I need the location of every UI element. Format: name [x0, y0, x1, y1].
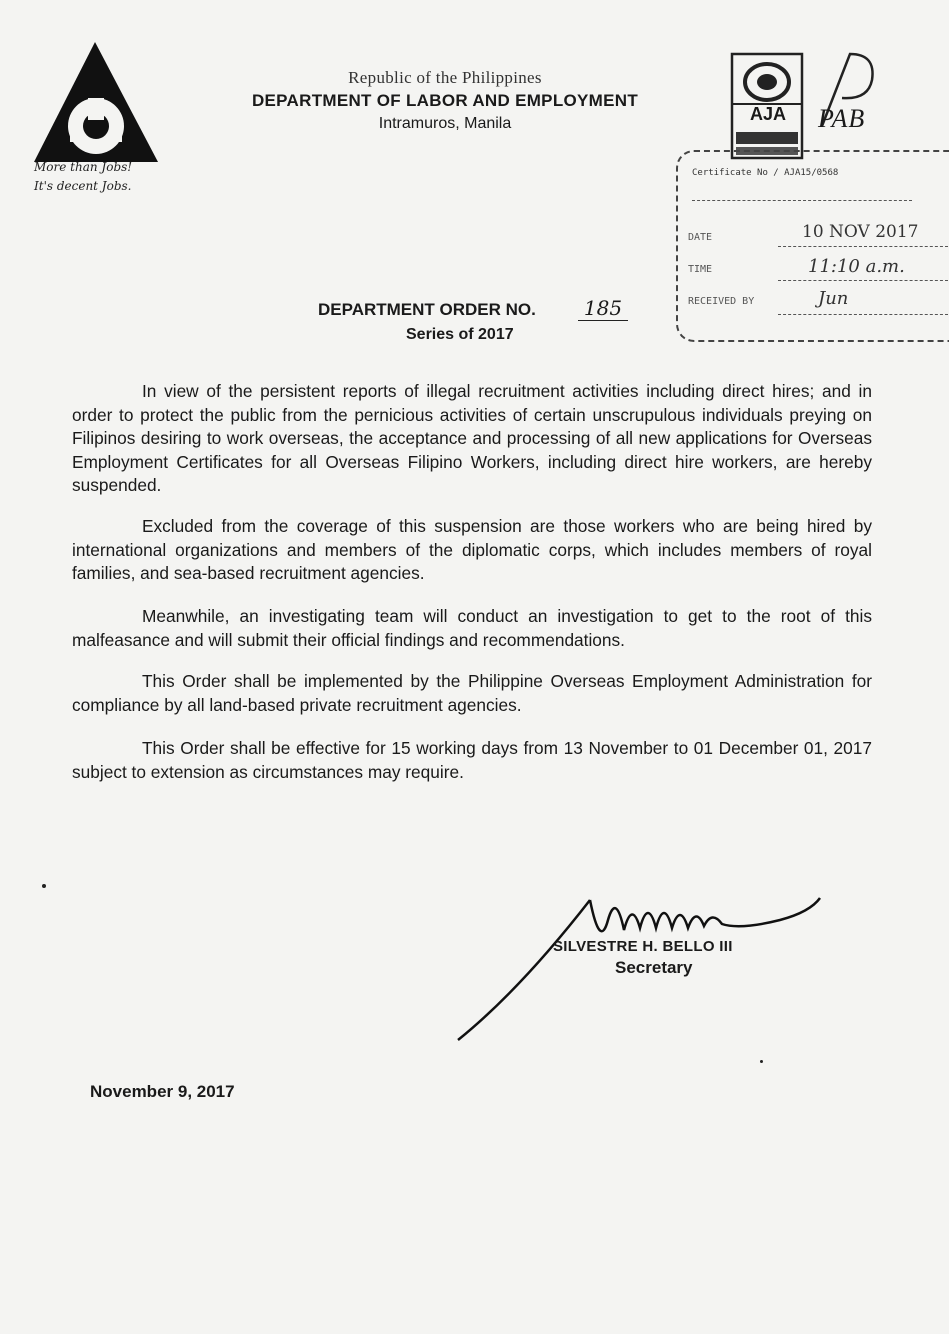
paragraph-effectivity: This Order shall be effective for 15 working days from 13 November to 01 December 01, 2017 subject to extension as circumstances may require. — [72, 738, 872, 782]
order-title: DEPARTMENT ORDER NO. — [318, 300, 536, 319]
stamp-date-underline — [778, 246, 948, 247]
stamp-cert-line: Certificate No / AJA15/0568 — [692, 168, 839, 178]
signatory-title: Secretary — [615, 958, 693, 977]
logo-tagline — [34, 158, 184, 196]
department-name: DEPARTMENT OF LABOR AND EMPLOYMENT — [251, 91, 639, 110]
stamp-received-label: RECEIVED BY — [688, 296, 755, 307]
paragraph-suspension: In view of the persistent reports of illegal recruitment activities including direct hires; and in order to protect the public from the pernicious activities of certain unscrupulous individuals preying on Filipinos desiring to work overseas, the acceptance and processing of all new applications for Overseas Employment Certificates for all Overseas Filipino Workers, including direct hire workers, are hereby suspended. — [72, 381, 872, 495]
department-location: Intramuros, Manila — [378, 115, 512, 132]
received-stamp — [676, 150, 949, 342]
signatory-name: SILVESTRE H. BELLO III — [553, 938, 733, 955]
logo-tagline-line2: It's decent Jobs. — [34, 179, 132, 193]
stamp-date-value: 10 NOV 2017 — [802, 222, 919, 242]
letterhead — [200, 68, 690, 133]
aja-label: AJA — [749, 104, 786, 124]
stamp-received-value: Jun — [818, 288, 849, 309]
order-number: 185 — [578, 296, 628, 321]
paragraph-implementation: This Order shall be implemented by the Philippine Overseas Employment Administration for compliance by all land-based private recruitment agencies. — [72, 671, 872, 715]
stamp-time-underline — [778, 280, 948, 281]
paragraph-investigation: Meanwhile, an investigating team will conduct an investigation to get to the root of this malfeasance and will submit their official findings and recommendations. — [72, 606, 872, 650]
scan-speck — [42, 884, 46, 888]
stamp-time-value: 11:10 a.m. — [808, 256, 905, 277]
stamp-time-label: TIME — [688, 264, 713, 275]
stamp-date-label: DATE — [688, 232, 713, 243]
republic-line: Republic of the Philippines — [348, 68, 542, 87]
scan-speck — [760, 1060, 763, 1063]
pab-label: PAB — [818, 104, 866, 133]
order-series: Series of 2017 — [406, 326, 514, 343]
document-date: November 9, 2017 — [90, 1082, 235, 1101]
dole-triangle-logo — [30, 40, 180, 170]
paragraph-exclusions: Excluded from the coverage of this suspension are those workers who are being hired by international organizations and members of the diplomatic corps, which includes members of royal families, and sea-based recruitment agencies. — [72, 516, 872, 583]
stamp-received-underline — [778, 314, 948, 315]
stamp-divider — [692, 200, 912, 201]
logo-tagline-line1: More than Jobs! — [34, 160, 133, 174]
